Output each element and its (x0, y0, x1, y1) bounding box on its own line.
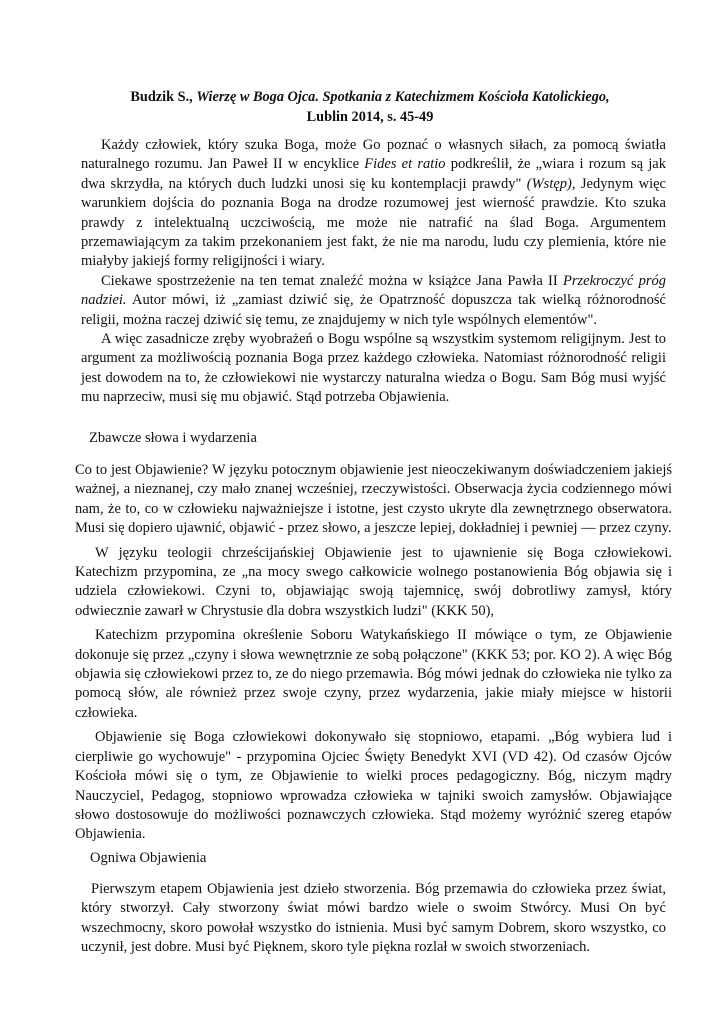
intro-paragraph-2: Ciekawe spostrzeżenie na ten temat znaleźć można w książce Jana Pawła II Przekroczyć próg nadziei. Autor mówi, iż „zamiast dziwić się, że Opatrzność dopuszcza tak wielką różnorodność religii, można raczej dziwić się temu, ze znajdujemy w nich tyle wspólnych elementów". (81, 272, 666, 328)
citation-title (70, 87, 670, 127)
section-ogniwa-body (81, 880, 666, 958)
citation-book-title: Wierzę w Boga Ojca. Spotkania z Katechizmem Kościoła Katolickiego, (196, 89, 610, 105)
section-heading-zbawcze: Zbawcze słowa i wydarzenia (89, 430, 257, 446)
citation-reference: (Wstęp), (526, 175, 576, 192)
section1-paragraph-4: Objawienie się Boga człowiekowi dokonywało się stopniowo, etapami. „Bóg wybiera lud i cierpliwie go wychowuje" - przypomina Ojciec Święty Benedykt XVI (VD 42). Od czasów Ojców Kościoła mówi się o tym, ze Objawienie to wielki proces pedagogiczny. Bóg, niczym mądry Nauczyciel, Pedagog, stopniowo wprowadza człowieka w tajniki swoich zamysłów. Objawiające słowo dostosowuje do możliwości poznawczych człowieka. Stąd możemy wyróżnić szereg etapów Objawienia. (75, 729, 672, 843)
intro-paragraph-3: A więc zasadnicze zręby wyobrażeń o Bogu wspólne są wszystkim systemom religijnym. Jest to argument za możliwością poznania Boga przez każdego człowieka. Natomiast różnorodność religii jest dowodem na to, że człowiekowi nie wystarczy naturalna wiedza o Bogu. Sam Bóg musi wyjść mu naprzeciw, musi się mu objawić. Stąd potrzeba Objawienia. (81, 331, 666, 406)
section-heading-ogniwa: Ogniwa Objawienia (90, 850, 207, 866)
book-reference: Przekroczyć próg nadziei. (81, 272, 666, 309)
section1-paragraph-3: Katechizm przypomina określenie Soboru Watykańskiego II mówiące o tym, ze Objawienie dokonuje się przez „czyny i słowa wewnętrznie ze sobą połączone" (KKK 53; por. KO 2). A więc Bóg objawia się człowiekowi przez to, ze do niego przemawia. Bóg mówi jednak do człowieka nie tylko za pomocą słów, ale również przez swoje czyny, przez wydarzenia, jakie miały miejsce w historii człowieka. (75, 627, 672, 721)
section1-paragraph-1: Co to jest Objawienie? W języku potocznym objawienie jest nieoczekiwanym doświadczeniem jakiejś ważnej, a nieznanej, czy mało znanej wcześniej, rzeczywistości. Obserwacja życia codziennego mówi nam, że to, co w człowieku najważniejsze i istotne, jest czysto ukryte dla zewnętrznego obserwatora. Musi się dopiero ujawnić, objawić - przez słowo, a jeszcze lepiej, dokładniej i pewniej — przez czyny. (75, 462, 672, 537)
encyclical-title: Fides et ratio (364, 156, 446, 173)
citation-publication: Lublin 2014, s. 45-49 (306, 109, 434, 125)
section1-paragraph-2: W języku teologii chrześcijańskiej Objawienie jest to ujawnienie się Boga człowiekowi. Katechizm przypomina, ze „na mocy swego całkowicie wolnego postanowienia Bóg objawia się i udziela człowiekowi. Czyni to, objawiając swoją tajemnicę, swój dobrotliwy zamysł, który odwiecznie zawarł w Chrystusie dla dobra wszystkich ludzi" (KKK 50), (75, 544, 672, 619)
intro-section (81, 136, 666, 408)
section2-paragraph-1: Pierwszym etapem Objawienia jest dzieło stworzenia. Bóg przemawia do człowieka przez świat, który stworzył. Cały stworzony świat mówi bardzo wiele o swoim Stwórcy. Musi On być wszechmocny, skoro powołał wszystko do istnienia. Musi być samym Dobrem, skoro wszystko, co uczynił, jest dobre. Musi być Pięknem, skoro tyle piękna rozlał w swoich stworzeniach. (81, 881, 666, 956)
citation-author: Budzik S., (130, 89, 193, 105)
section-zbawcze-body (75, 461, 672, 845)
intro-paragraph-1: Każdy człowiek, który szuka Boga, może Go poznać o własnych siłach, za pomocą światła naturalnego rozumu. Jan Paweł II w encyklice Fides et ratio podkreślił, że „wiara i rozum są jak dwa skrzydła, na których duch ludzki unosi się ku kontemplacji prawdy" (Wstęp), Jedynym więc warunkiem dojścia do poznania Boga na drodze rozumowej jest wierność prawdzie. Kto szuka prawdy z intelektualną uczciwością, me może nie natrafić na ślad Boga. Argumentem przemawiającym za takim przekonaniem jest fakt, że nie ma narodu, ludu czy plemienia, które nie miałyby jakiejś formy religijności i wiary. (81, 137, 666, 270)
